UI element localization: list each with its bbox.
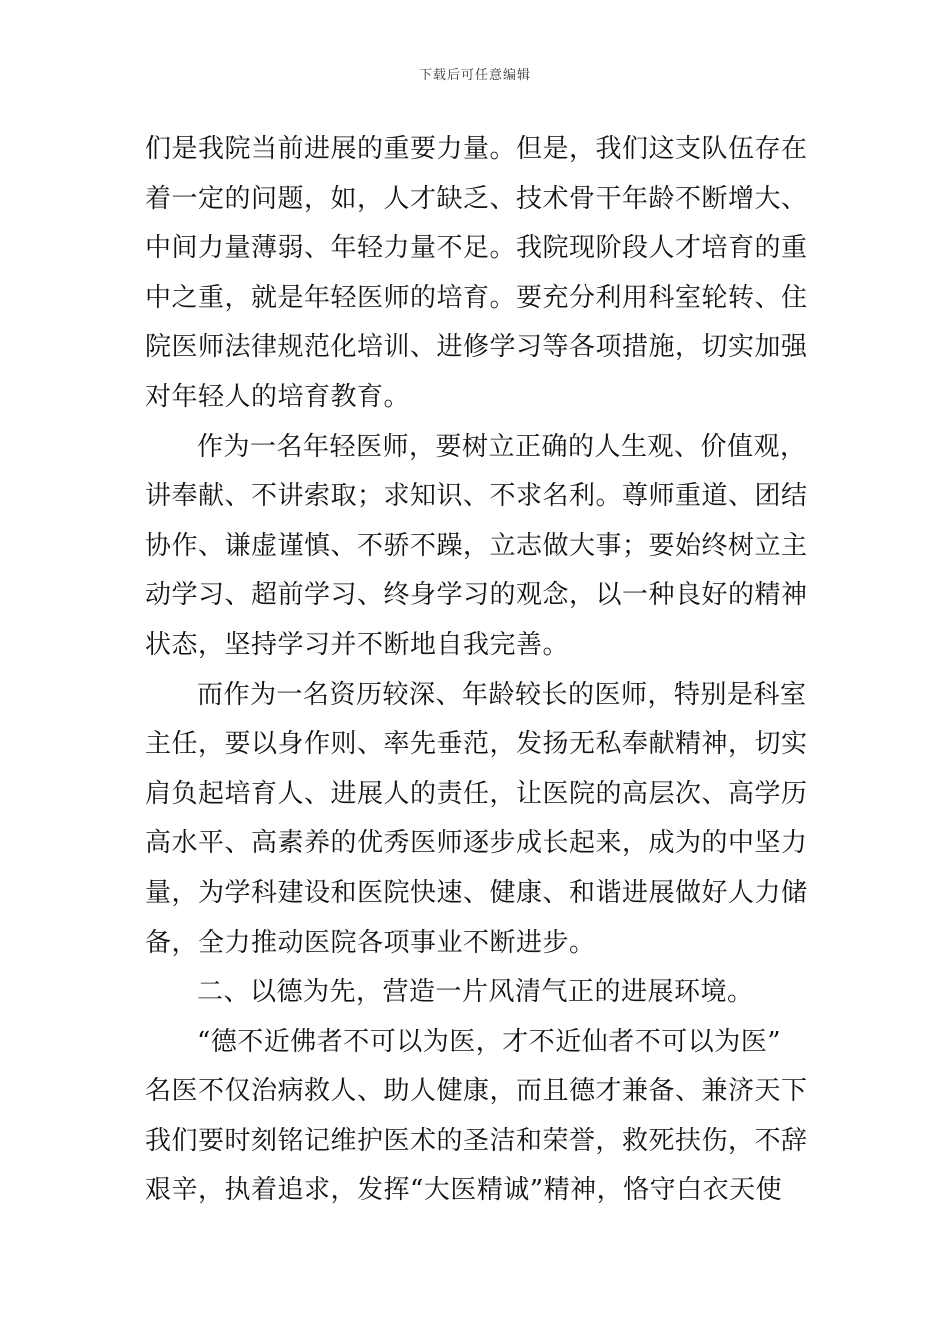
page-header: 下载后可任意编辑 [418, 68, 531, 83]
text-line: 量，为学科建设和医院快速、健康、和谐进展做好人力储 [145, 877, 808, 908]
text-line: 我们要时刻铭记维护医术的圣洁和荣誉，救死扶伤，不辞 [145, 1125, 808, 1156]
text-line: 肩负起培育人、进展人的责任，让医院的高层次、高学历 [145, 778, 808, 809]
text-line: 名医不仅治病救人、助人健康，而且德才兼备、兼济天下 [145, 1076, 808, 1107]
text-line: 着一定的问题，如，人才缺乏、技术骨干年龄不断增大、 [145, 183, 808, 214]
paragraph-first-line: 作为一名年轻医师，要树立正确的人生观、价值观， [197, 431, 807, 462]
text-line: 协作、谦虚谨慎、不骄不躁，立志做大事；要始终树立主 [145, 530, 808, 561]
paragraph-first-line: 而作为一名资历较深、年龄较长的医师，特别是科室 [197, 679, 807, 710]
text-line: 院医师法律规范化培训、进修学习等各项措施，切实加强 [145, 332, 808, 363]
section-heading: 二、以德为先，营造一片风清气正的进展环境。 [197, 977, 754, 1008]
text-line: 对年轻人的培育教育。 [145, 381, 411, 412]
text-line: 们是我院当前进展的重要力量。但是，我们这支队伍存在 [145, 134, 808, 164]
document-body [145, 125, 810, 1216]
text-line: 中之重，就是年轻医师的培育。要充分利用科室轮转、住 [145, 282, 808, 313]
text-line: 动学习、超前学习、终身学习的观念，以一种良好的精神 [145, 580, 808, 611]
text-line: 艰辛，执着追求，发挥“大医精诚”精神，恪守白衣天使 [145, 1175, 783, 1206]
text-line: 讲奉献、不讲索取；求知识、不求名利。尊师重道、团结 [145, 481, 808, 512]
paragraph-first-line: “德不近佛者不可以为医，才不近仙者不可以为医” [197, 1026, 782, 1057]
text-line: 高水平、高素养的优秀医师逐步成长起来，成为的中坚力 [145, 828, 808, 859]
text-line: 状态，坚持学习并不断地自我完善。 [145, 629, 570, 660]
text-line: 主任，要以身作则、率先垂范，发扬无私奉献精神，切实 [145, 729, 808, 760]
text-line: 备，全力推动医院各项事业不断进步。 [145, 927, 596, 958]
text-line: 中间力量薄弱、年轻力量不足。我院现阶段人才培育的重 [145, 233, 808, 264]
